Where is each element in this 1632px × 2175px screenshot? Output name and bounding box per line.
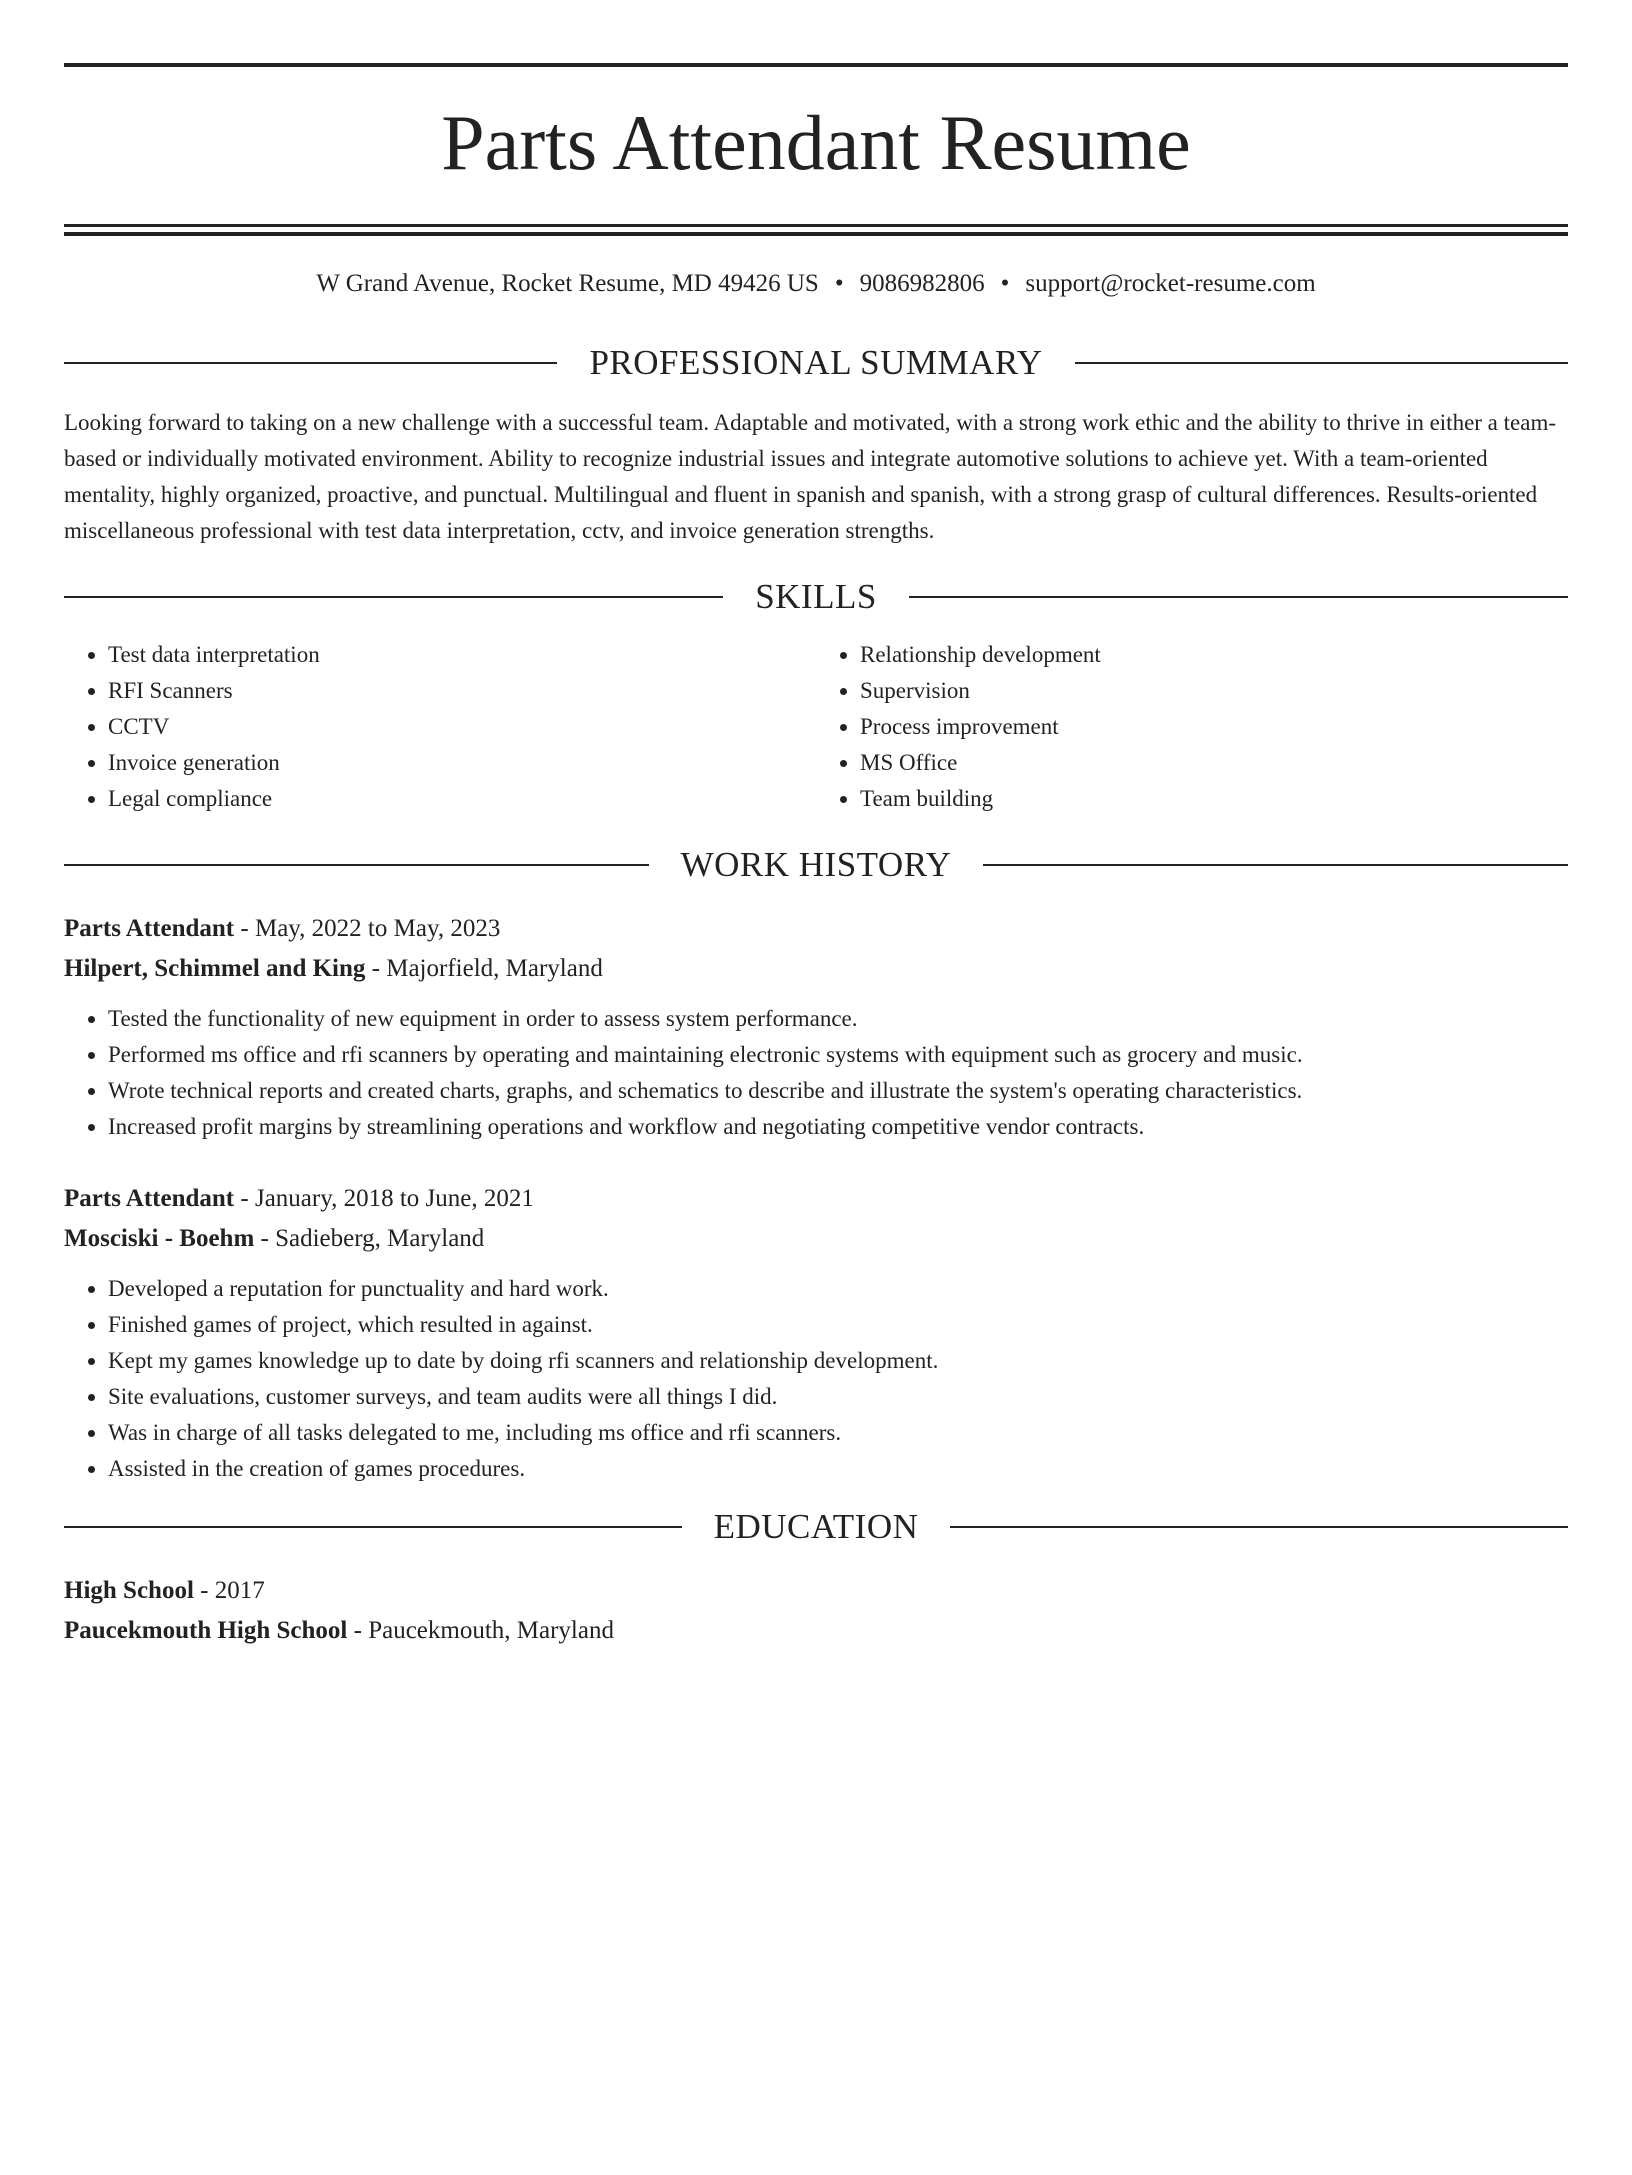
skill-item: • Supervision bbox=[860, 673, 1568, 709]
job-company: Hilpert, Schimmel and King bbox=[64, 955, 366, 982]
education-school: Paucekmouth High School bbox=[64, 1617, 348, 1644]
education-year: - 2017 bbox=[193, 1577, 265, 1604]
job-title: Parts Attendant bbox=[64, 1185, 235, 1212]
skill-item: • Process improvement bbox=[860, 709, 1568, 745]
skill-item: • RFI Scanners bbox=[108, 673, 816, 709]
section-title: SKILLS bbox=[755, 577, 877, 616]
skill-item: • Invoice generation bbox=[108, 745, 816, 781]
job-bullet: • Finished games of project, which resulted in against. bbox=[108, 1307, 1568, 1343]
contact-email: support@rocket-resume.com bbox=[1025, 270, 1316, 297]
job-title-line bbox=[64, 909, 1568, 949]
section-title: WORK HISTORY bbox=[680, 845, 952, 884]
contact-phone: 9086982806 bbox=[859, 270, 985, 297]
skill-item: • Relationship development bbox=[860, 637, 1568, 673]
resume-page bbox=[0, 63, 1632, 2175]
heading-rule bbox=[64, 362, 557, 364]
job-dates: - January, 2018 to June, 2021 bbox=[234, 1185, 534, 1212]
job-bullet: • Developed a reputation for punctuality and hard work. bbox=[108, 1271, 1568, 1307]
job-bullet: • Kept my games knowledge up to date by doing rfi scanners and relationship development. bbox=[108, 1343, 1568, 1379]
job-bullets bbox=[64, 1271, 1568, 1487]
heading-rule bbox=[64, 864, 649, 866]
top-rule bbox=[64, 63, 1568, 67]
job-bullets bbox=[64, 1001, 1568, 1145]
job-bullet: • Wrote technical reports and created charts, graphs, and schematics to describe and illustrate the system's operating characteristics. bbox=[108, 1073, 1568, 1109]
skill-item: • MS Office bbox=[860, 745, 1568, 781]
page-title: Parts Attendant Resume bbox=[441, 99, 1191, 186]
skill-item: • Legal compliance bbox=[108, 781, 816, 817]
education-degree-line bbox=[64, 1571, 1568, 1611]
job-dates: - May, 2022 to May, 2023 bbox=[234, 915, 501, 942]
heading-rule bbox=[64, 596, 723, 598]
education-school-line bbox=[64, 1611, 1568, 1651]
skills-column-left bbox=[64, 637, 816, 817]
section-heading-education bbox=[64, 1505, 1568, 1549]
heading-rule bbox=[64, 1526, 682, 1528]
skill-item: • Team building bbox=[860, 781, 1568, 817]
heading-rule bbox=[983, 864, 1568, 866]
section-heading-summary bbox=[64, 341, 1568, 385]
job-company-line bbox=[64, 1219, 1568, 1259]
job-bullet: • Tested the functionality of new equipment in order to assess system performance. bbox=[108, 1001, 1568, 1037]
contact-separator: • bbox=[834, 270, 844, 297]
job-bullet: • Performed ms office and rfi scanners by operating and maintaining electronic systems with equipment such as grocery and music. bbox=[108, 1037, 1568, 1073]
education-location: - Paucekmouth, Maryland bbox=[347, 1617, 614, 1644]
job-entry bbox=[64, 909, 1568, 1145]
section-title: EDUCATION bbox=[713, 1507, 919, 1546]
education-entry bbox=[64, 1571, 1568, 1651]
skills-column-right bbox=[816, 637, 1568, 817]
job-title-line bbox=[64, 1179, 1568, 1219]
skill-item: • CCTV bbox=[108, 709, 816, 745]
job-bullet: • Was in charge of all tasks delegated to me, including ms office and rfi scanners. bbox=[108, 1415, 1568, 1451]
section-heading-skills bbox=[64, 575, 1568, 619]
education-degree: High School bbox=[64, 1577, 194, 1604]
job-location: - Majorfield, Maryland bbox=[365, 955, 603, 982]
skill-item: • Test data interpretation bbox=[108, 637, 816, 673]
job-company-line bbox=[64, 949, 1568, 989]
heading-rule bbox=[1075, 362, 1568, 364]
section-heading-work-history bbox=[64, 843, 1568, 887]
heading-rule bbox=[909, 596, 1568, 598]
job-bullet: • Site evaluations, customer surveys, and team audits were all things I did. bbox=[108, 1379, 1568, 1415]
job-entry bbox=[64, 1179, 1568, 1487]
contact-separator: • bbox=[1000, 270, 1010, 297]
job-title: Parts Attendant bbox=[64, 915, 235, 942]
job-location: - Sadieberg, Maryland bbox=[254, 1225, 485, 1252]
skills-list bbox=[64, 637, 1568, 817]
title-double-rule bbox=[64, 224, 1568, 236]
summary-text: Looking forward to taking on a new challenge with a successful team. Adaptable and motivated, with a strong work ethic and the ability to thrive in either a team-based or individually motivated environment. Ability to recognize industrial issues and integrate automotive solutions to achieve yet. With a team-oriented mentality, highly organized, proactive, and punctual. Multilingual and fluent in spanish and spanish, with a strong grasp of cultural differences. Results-oriented miscellaneous professional with test data interpretation, cctv, and invoice generation strengths. bbox=[64, 410, 1557, 543]
job-bullet: • Increased profit margins by streamlining operations and workflow and negotiating competitive vendor contracts. bbox=[108, 1109, 1568, 1145]
job-company: Mosciski - Boehm bbox=[64, 1225, 255, 1252]
contact-address: W Grand Avenue, Rocket Resume, MD 49426 US bbox=[316, 270, 819, 297]
section-title: PROFESSIONAL SUMMARY bbox=[589, 343, 1043, 382]
job-bullet: • Assisted in the creation of games procedures. bbox=[108, 1451, 1568, 1487]
heading-rule bbox=[950, 1526, 1568, 1528]
contact-line bbox=[64, 267, 1568, 301]
